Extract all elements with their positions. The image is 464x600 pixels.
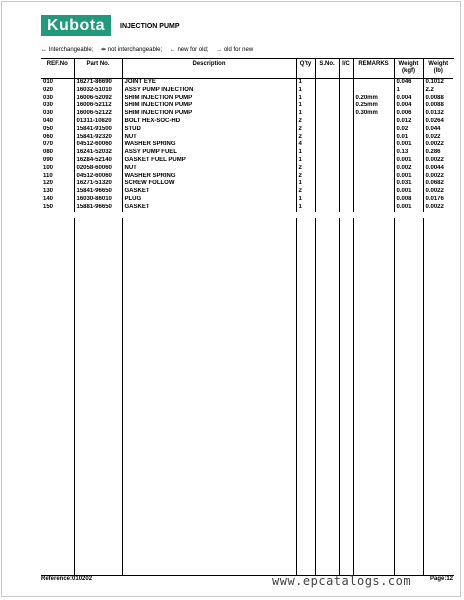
cell-ic: [339, 165, 353, 173]
cell-weight-kgf: 0.001: [394, 188, 423, 196]
cell-part-no: 15841-92320: [74, 134, 122, 142]
cell-part-no: 04512-60060: [74, 173, 122, 181]
cell-ref-no: 030: [43, 102, 54, 109]
table-row: [41, 157, 453, 165]
cell-ref-no: 060: [43, 133, 54, 140]
cell-s-no: [315, 180, 339, 188]
cell-description: SHIM INJECTION PUMP: [122, 102, 296, 110]
table-row: [41, 110, 453, 118]
cell-s-no: [315, 196, 339, 204]
col-header-s-no: S.No.: [315, 59, 339, 79]
cell-description: ASSY PUMP FUEL: [122, 149, 296, 157]
cell-qty: 2: [296, 165, 315, 173]
cell-ref-no: 140: [43, 195, 54, 202]
cell-remarks: [353, 126, 394, 134]
cell-ref-no: 050: [43, 125, 54, 132]
cell-qty: 1: [296, 87, 315, 95]
cell-part-no: 15841-91500: [74, 126, 122, 134]
cell-weight-kgf: 0.004: [394, 102, 423, 110]
cell-weight-lb: 0.044: [423, 126, 453, 134]
table-row: [41, 141, 453, 149]
cell-qty: 1: [296, 180, 315, 188]
cell-part-no: 16271-86690: [74, 79, 122, 87]
cell-weight-kgf: 0.031: [394, 180, 423, 188]
table-row: [41, 188, 453, 196]
table-row: [41, 118, 453, 126]
cell-s-no: [315, 149, 339, 157]
cell-part-no: 16006-52112: [74, 102, 122, 110]
cell-weight-kgf: 0.006: [394, 110, 423, 118]
table-row: [41, 165, 453, 173]
cell-weight-kgf: 0.046: [394, 79, 423, 87]
col-header-ic: I/C: [339, 59, 353, 79]
cell-description: WASHER SPRING: [122, 173, 296, 181]
cell-part-no: 15841-96650: [74, 188, 122, 196]
cell-remarks: [353, 134, 394, 142]
cell-weight-kgf: 0.02: [394, 126, 423, 134]
cell-remarks: 0.20mm: [353, 95, 394, 103]
cell-remarks: [353, 141, 394, 149]
table-row: [41, 79, 453, 87]
cell-ref-no: 030: [43, 110, 54, 117]
cell-qty: 1: [296, 204, 315, 212]
cell-remarks: [353, 149, 394, 157]
cell-qty: 1: [296, 102, 315, 110]
cell-ref-no: 030: [43, 94, 54, 101]
cell-weight-kgf: 0.012: [394, 118, 423, 126]
cell-weight-lb: 0.0022: [423, 204, 453, 212]
cell-part-no: 16241-52032: [74, 149, 122, 157]
table-row: [41, 102, 453, 110]
cell-ref-no: 150: [43, 203, 54, 210]
cell-weight-lb: 0.0264: [423, 118, 453, 126]
cell-weight-lb: 0.022: [423, 134, 453, 142]
website-watermark: www.epcatalogs.com: [272, 574, 412, 588]
cell-part-no: 16030-86010: [74, 196, 122, 204]
cell-part-no: 01311-10820: [74, 118, 122, 126]
cell-s-no: [315, 102, 339, 110]
col-header-ref-no: REF.No: [46, 61, 68, 67]
cell-ic: [339, 149, 353, 157]
cell-weight-lb: 0.0176: [423, 196, 453, 204]
cell-qty: 1: [296, 157, 315, 165]
legend-old-for-new: → old for new: [216, 47, 254, 53]
cell-s-no: [315, 134, 339, 142]
cell-part-no: 16284-52140: [74, 157, 122, 165]
cell-ref-no: 080: [43, 149, 54, 156]
cell-description: NUT: [122, 165, 296, 173]
cell-ref-no: 100: [43, 164, 54, 171]
cell-ref-no: 070: [43, 141, 54, 148]
cell-weight-lb: 0.1012: [423, 79, 453, 87]
cell-weight-lb: 0.286: [423, 149, 453, 157]
cell-qty: 4: [296, 141, 315, 149]
cell-qty: 2: [296, 126, 315, 134]
legend-new-for-old: ← new for old;: [169, 47, 209, 53]
cell-description: SCREW FOLLOW: [122, 180, 296, 188]
cell-ref-no: 120: [43, 180, 54, 187]
cell-description: GASKET: [122, 204, 296, 212]
cell-remarks: [353, 180, 394, 188]
cell-remarks: [353, 157, 394, 165]
cell-s-no: [315, 95, 339, 103]
table-header-row: [41, 59, 453, 79]
cell-remarks: [353, 188, 394, 196]
cell-qty: 2: [296, 188, 315, 196]
cell-weight-lb: 0.0044: [423, 165, 453, 173]
cell-weight-lb: 0.0088: [423, 95, 453, 103]
cell-description: GASKET FUEL PUMP: [122, 157, 296, 165]
parts-table-body: [41, 79, 453, 212]
cell-ref-no: 010: [43, 79, 54, 85]
cell-description: JOINT EYE: [122, 79, 296, 87]
table-row: [41, 180, 453, 188]
cell-ic: [339, 180, 353, 188]
cell-remarks: 0.30mm: [353, 110, 394, 118]
table-row: [41, 126, 453, 134]
cell-weight-kgf: 1: [394, 87, 423, 95]
cell-part-no: 16006-52092: [74, 95, 122, 103]
cell-part-no: 16271-51320: [74, 180, 122, 188]
cell-ic: [339, 118, 353, 126]
cell-qty: 2: [296, 118, 315, 126]
cell-s-no: [315, 118, 339, 126]
cell-weight-lb: 0.0022: [423, 141, 453, 149]
cell-ic: [339, 196, 353, 204]
cell-description: WASHER SPRING: [122, 141, 296, 149]
cell-s-no: [315, 204, 339, 212]
cell-ic: [339, 126, 353, 134]
cell-description: ASSY PUMP INJECTION: [122, 87, 296, 95]
cell-part-no: 02058-60060: [74, 165, 122, 173]
cell-remarks: [353, 118, 394, 126]
cell-s-no: [315, 87, 339, 95]
cell-weight-kgf: 0.004: [394, 95, 423, 103]
col-header-weight-lb: Weight (lb): [423, 59, 453, 79]
cell-ref-no: 040: [43, 117, 54, 124]
cell-description: BOLT HEX-SOC-HD: [122, 118, 296, 126]
cell-ic: [339, 141, 353, 149]
cell-description: SHIM INJECTION PUMP: [122, 110, 296, 118]
cell-weight-kgf: 0.001: [394, 157, 423, 165]
cell-description: STUD: [122, 126, 296, 134]
cell-remarks: [353, 87, 394, 95]
cell-s-no: [315, 126, 339, 134]
cell-weight-lb: 0.0682: [423, 180, 453, 188]
col-header-weight-kgf: Weight (kgf): [394, 59, 423, 79]
cell-remarks: [353, 79, 394, 87]
cell-part-no: 16032-51010: [74, 87, 122, 95]
cell-ic: [339, 87, 353, 95]
cell-ic: [339, 79, 353, 87]
col-header-remarks: REMARKS: [353, 59, 394, 79]
cell-part-no: 04512-60060: [74, 141, 122, 149]
cell-ic: [339, 110, 353, 118]
cell-qty: 1: [296, 95, 315, 103]
col-header-description: Description: [122, 59, 296, 79]
cell-ic: [339, 204, 353, 212]
cell-description: GASKET: [122, 188, 296, 196]
cell-s-no: [315, 79, 339, 87]
table-row: [41, 149, 453, 157]
cell-qty: 1: [296, 79, 315, 87]
col-header-part-no: Part No.: [74, 59, 122, 79]
cell-weight-lb: 0.0022: [423, 188, 453, 196]
cell-ic: [339, 173, 353, 181]
cell-remarks: [353, 204, 394, 212]
cell-ref-no: 110: [43, 172, 53, 179]
table-row: [41, 204, 453, 212]
cell-weight-kgf: 0.008: [394, 196, 423, 204]
cell-remarks: [353, 165, 394, 173]
cell-s-no: [315, 157, 339, 165]
cell-weight-lb: 2.2: [423, 87, 453, 95]
cell-weight-kgf: 0.001: [394, 204, 423, 212]
cell-ic: [339, 95, 353, 103]
cell-weight-kgf: 0.01: [394, 134, 423, 142]
cell-qty: 2: [296, 134, 315, 142]
cell-part-no: 16006-52122: [74, 110, 122, 118]
table-row: [41, 87, 453, 95]
cell-s-no: [315, 173, 339, 181]
cell-ic: [339, 157, 353, 165]
cell-ic: [339, 134, 353, 142]
cell-ref-no: 020: [43, 86, 54, 93]
table-row: [41, 95, 453, 103]
cell-remarks: [353, 196, 394, 204]
cell-qty: 1: [296, 149, 315, 157]
cell-weight-lb: 0.0022: [423, 173, 453, 181]
cell-qty: 2: [296, 173, 315, 181]
cell-description: NUT: [122, 134, 296, 142]
cell-ic: [339, 102, 353, 110]
cell-s-no: [315, 141, 339, 149]
page-title: INJECTION PUMP: [120, 23, 180, 30]
cell-weight-kgf: 0.002: [394, 165, 423, 173]
cell-weight-kgf: 0.001: [394, 141, 423, 149]
parts-table: [41, 59, 453, 212]
cell-ic: [339, 188, 353, 196]
cell-weight-lb: 0.0132: [423, 110, 453, 118]
cell-qty: 1: [296, 110, 315, 118]
reference-code: Reference:010202: [41, 576, 93, 582]
cell-weight-kgf: 0.13: [394, 149, 423, 157]
table-row: [41, 134, 453, 142]
cell-s-no: [315, 165, 339, 173]
cell-weight-kgf: 0.001: [394, 173, 423, 181]
legend-interchangeable: ↔ Interchangeable;: [41, 47, 94, 53]
interchange-legend: [41, 46, 259, 53]
legend-not-interchangeable: ⇹ not interchangeable;: [101, 47, 163, 53]
cell-description: PLUG: [122, 196, 296, 204]
page-number: Page:12: [429, 576, 453, 582]
cell-qty: 1: [296, 196, 315, 204]
cell-ref-no: 090: [43, 156, 54, 163]
col-header-qty: Q'ty: [296, 59, 315, 79]
cell-weight-lb: 0.0022: [423, 157, 453, 165]
table-row: [41, 196, 453, 204]
table-row: [41, 173, 453, 181]
cell-remarks: 0.25mm: [353, 102, 394, 110]
cell-description: SHIM INJECTION PUMP: [122, 95, 296, 103]
cell-remarks: [353, 173, 394, 181]
cell-weight-lb: 0.0088: [423, 102, 453, 110]
kubota-logo: Kubota: [41, 15, 111, 36]
cell-s-no: [315, 188, 339, 196]
cell-s-no: [315, 110, 339, 118]
cell-ref-no: 130: [43, 188, 54, 195]
cell-part-no: 15881-96650: [74, 204, 122, 212]
